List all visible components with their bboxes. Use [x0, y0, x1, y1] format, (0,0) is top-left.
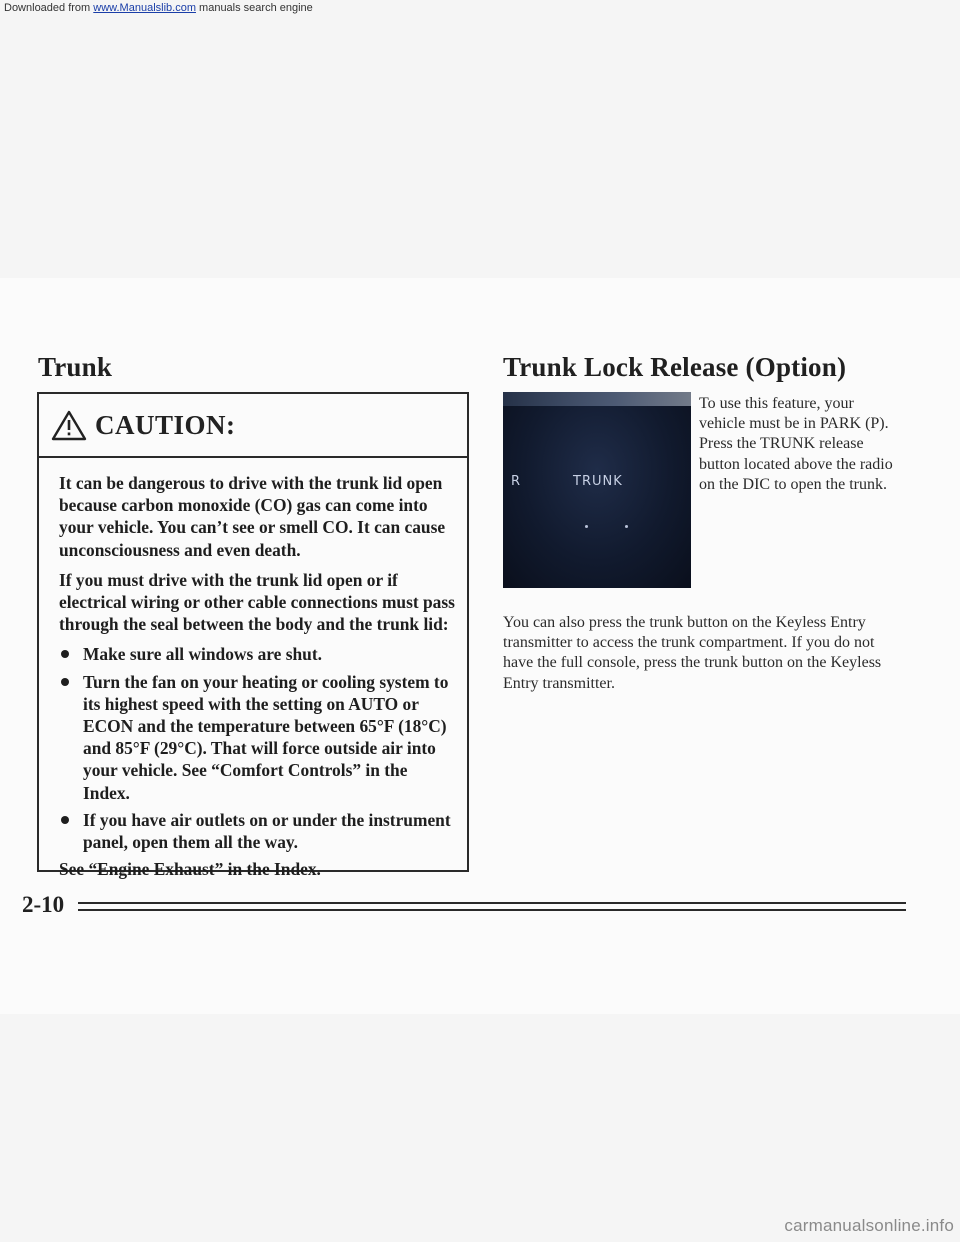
download-note-suffix: manuals search engine: [195, 2, 313, 14]
keyless-entry-paragraph: You can also press the trunk button on the Keyless Entry transmitter to access the trunk compartment. If you do not have the full console, press the trunk button on the Keyless Entry transmitter.: [503, 614, 882, 692]
watermark: carmanualsonline.info: [784, 1216, 954, 1235]
dic-display-photo: [503, 392, 691, 588]
warning-triangle-icon: [51, 409, 87, 441]
bullet-icon: [61, 650, 69, 658]
list-item: [59, 671, 457, 804]
trunk-release-section-title: Trunk Lock Release (Option): [503, 352, 847, 382]
caution-bullet-list: [59, 643, 457, 853]
display-text-left: R: [511, 474, 521, 489]
caution-see-also: See “Engine Exhaust” in the Index.: [59, 859, 321, 880]
bullet-text: Make sure all windows are shut.: [83, 644, 322, 665]
caution-header: [39, 394, 467, 458]
trunk-section-title: Trunk: [38, 352, 113, 382]
caution-body: [39, 458, 467, 880]
caution-box: [37, 392, 469, 880]
list-item: [59, 809, 457, 853]
download-note: [4, 2, 313, 14]
caution-paragraph-co: It can be dangerous to drive with the trunk lid open because carbon monoxide (CO) gas can come into your vehicle. You can’t see or smell CO. It can cause unconsciousness and even death.: [59, 473, 446, 560]
page-number: 2-10: [22, 892, 65, 917]
footer-rule: [78, 902, 906, 904]
download-note-prefix: Downloaded from: [4, 2, 94, 14]
display-text-trunk: TRUNK: [573, 474, 623, 489]
bullet-text: Turn the fan on your heating or cooling system to its highest speed with the setting on AUTO or ECON and the temperature between 65°F (18°C) and 85°F (29°C). That will force outside air into your vehicle. See “Comfort Controls” in the Index.: [83, 671, 449, 803]
bullet-icon: [61, 678, 69, 686]
bullet-icon: [61, 816, 69, 824]
release-instructions: To use this feature, your vehicle must be in PARK (P). Press the TRUNK release button located above the radio on the DIC to open the trunk.: [699, 395, 893, 493]
manualslib-link[interactable]: www.Manualslib.com: [93, 2, 196, 14]
footer-rule: [78, 909, 906, 911]
caution-label: CAUTION:: [95, 409, 236, 440]
display-dot: [585, 525, 588, 528]
list-item: [59, 643, 457, 665]
bullet-text: If you have air outlets on or under the instrument panel, open them all the way.: [83, 809, 451, 853]
display-dot: [625, 525, 628, 528]
caution-paragraph-lid-open: If you must drive with the trunk lid open or if electrical wiring or other cable connections must pass through the seal between the body and the trunk lid:: [59, 569, 455, 635]
display-bezel-glow: [503, 392, 691, 406]
